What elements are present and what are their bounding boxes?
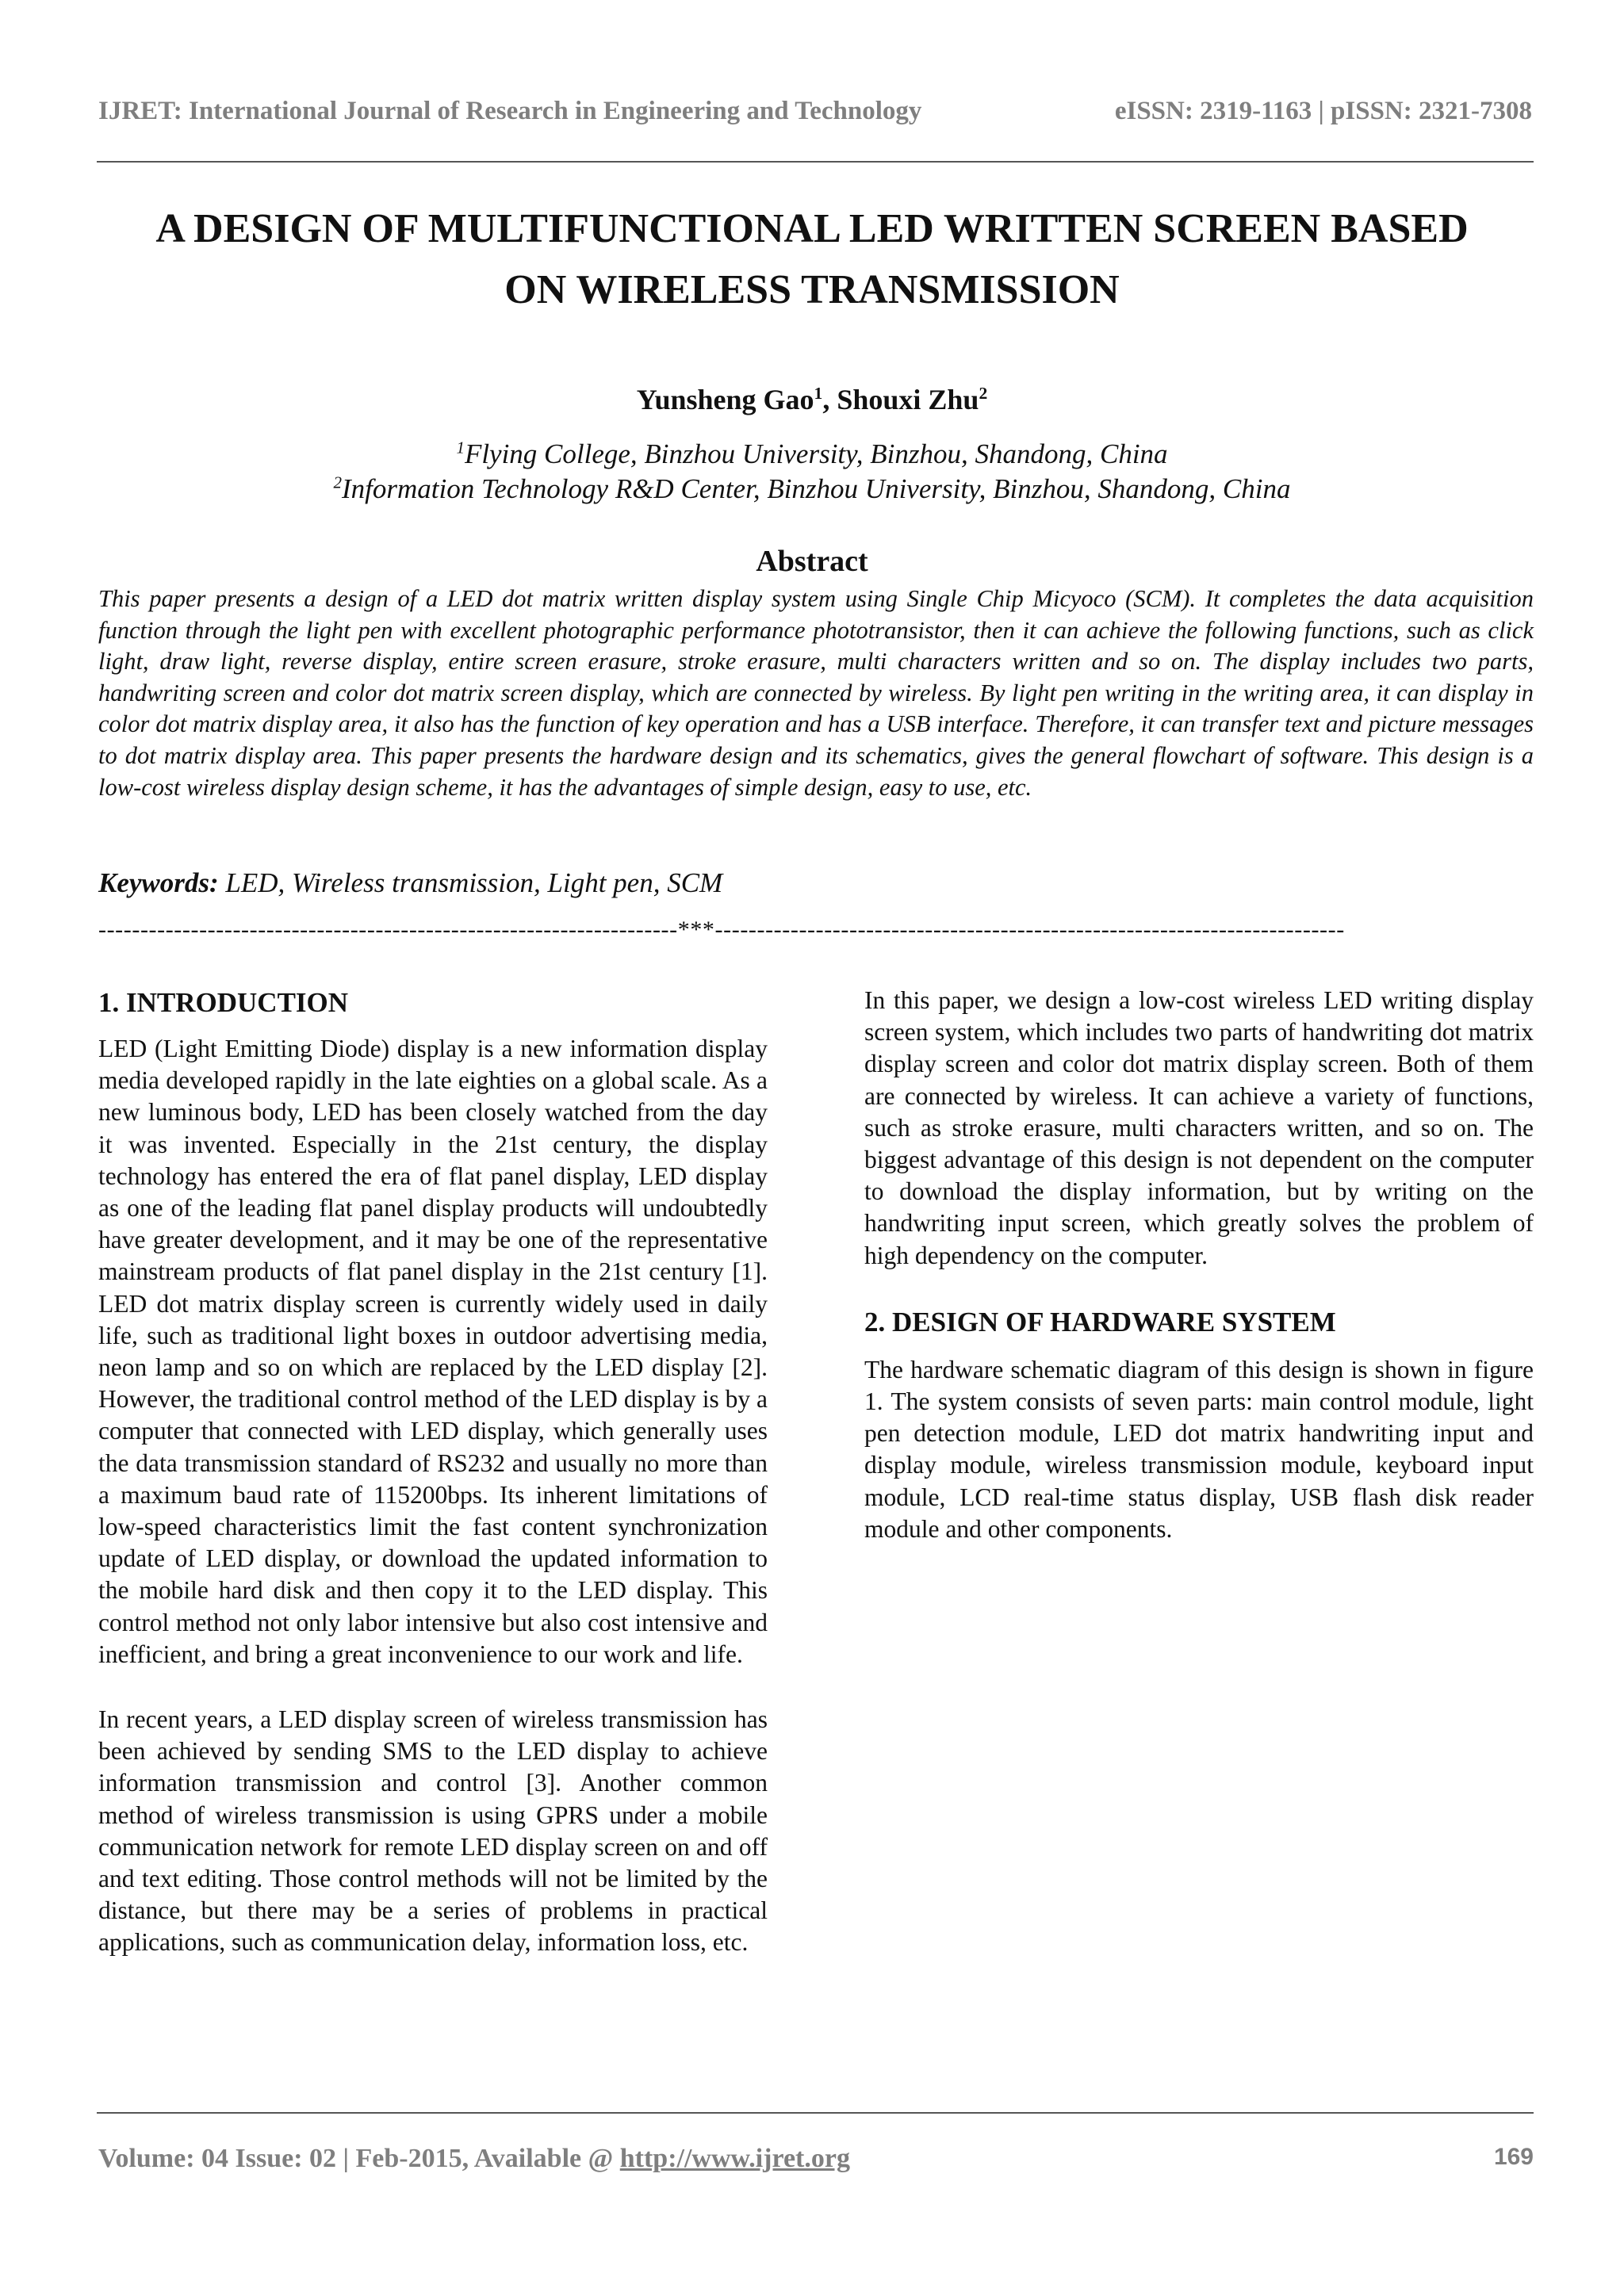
- section-divider: [98, 916, 1534, 943]
- hardware-paragraph-1: The hardware schematic diagram of this design is shown in figure 1. The system consists of seven parts: main control module, light pen detection module, LED dot matrix handwriting input and display module, wireless transmission module, keyboard input module, LCD real-time status display, USB flash disk reader module and other components.: [864, 1355, 1534, 1543]
- title-line-2: ON WIRELESS TRANSMISSION: [504, 267, 1120, 312]
- header-rule: [97, 161, 1534, 163]
- affiliation-2-mark: 2: [333, 473, 343, 492]
- affiliation-1-mark: 1: [456, 438, 465, 457]
- affiliation-2: [0, 473, 1624, 505]
- footer-info: [98, 2144, 850, 2174]
- left-column: [98, 985, 768, 1959]
- divider-center: ***: [677, 916, 715, 943]
- abstract-text: This paper presents a design of a LED dot matrix written display system using Single Chip Micyoco (SCM). It completes the data acquisition function through the light pen with excellent photographic performance phototransistor, then it can achieve the following functions, such as click light, draw light, reverse display, entire screen erasure, stroke erasure, multi characters written and so on. The display includes two parts, handwriting screen and color dot matrix screen display, which are connected by wireless. By light pen writing in the writing area, it can display in color dot matrix display area, it also has the function of key operation and has a USB interface. Therefore, it can transfer text and picture messages to dot matrix display area. This paper presents the hardware design and its schematics, gives the general flowchart of software. This design is a low-cost wireless display design scheme, it has the advantages of simple design, easy to use, etc.: [98, 585, 1534, 801]
- affiliation-1: [0, 438, 1624, 470]
- affiliation-2-text: Information Technology R&D Center, Binzhou University, Binzhou, Shandong, China: [342, 473, 1291, 504]
- author-1-mark: 1: [814, 384, 823, 403]
- intro-paragraph-1: LED (Light Emitting Diode) display is a new information display media developed rapidly in the late eighties on a global scale. As a new luminous body, LED has been closely watched from the day it was invented. Especially in the 21st century, the display technology has entered the era of flat panel display, LED display as one of the leading flat panel display products will undoubtedly have greater development, and it may be one of the representative mainstream products of flat panel display in the 21st century [1]. LED dot matrix display screen is currently widely used in daily life, such as traditional light boxes in outdoor advertising media, neon lamp and so on which are replaced by the LED display [2]. However, the traditional control method of the LED display is by a computer that connected with LED display, which generally uses the data transmission standard of RS232 and usually no more than a maximum baud rate of 115200bps. Its inherent limitations of low-speed characteristics limit the fast content synchronization update of LED display, or download the updated information to the mobile hard disk and then copy it to the LED display. This control method not only labor intensive but also cost intensive and inefficient, and bring a great inconvenience to our work and life.: [98, 1035, 768, 1668]
- right-column: [864, 985, 1534, 1545]
- divider-right: ---------------------------------------------------------------------------: [714, 916, 1345, 943]
- keywords-text: LED, Wireless transmission, Light pen, SCM: [218, 867, 723, 898]
- issn: eISSN: 2319-1163 | pISSN: 2321-7308: [1114, 97, 1532, 125]
- hardware-heading: 2. DESIGN OF HARDWARE SYSTEM: [864, 1306, 1336, 1337]
- keywords: [98, 867, 722, 899]
- paper-title: [79, 198, 1545, 320]
- abstract-heading: Abstract: [756, 545, 868, 578]
- footer-rule: [97, 2112, 1534, 2114]
- journal-name: IJRET: International Journal of Research in Engineering and Technology: [98, 97, 922, 125]
- intro-heading: 1. INTRODUCTION: [98, 987, 349, 1018]
- journal-link[interactable]: http://www.ijret.org: [619, 2144, 850, 2173]
- intro-paragraph-2: In recent years, a LED display screen of wireless transmission has been achieved by sending SMS to the LED display to achieve information transmission and control [3]. Another common method of wireless transmission is using GPRS under a mobile communication network for remote LED display screen on and off and text editing. Those control methods will not be limited by the distance, but there may be a series of problems in practical applications, such as communication delay, information loss, etc.: [98, 1705, 768, 1957]
- affiliation-1-text: Flying College, Binzhou University, Binzhou, Shandong, China: [464, 438, 1168, 469]
- authors: [0, 383, 1624, 416]
- author-separator: ,: [822, 384, 837, 415]
- intro-paragraph-3: In this paper, we design a low-cost wireless LED writing display screen system, which includes two parts of handwriting dot matrix display screen and color dot matrix display screen. Both of them are connected by wireless. It can achieve a variety of functions, such as stroke erasure, multi characters written, and so on. The biggest advantage of this design is not dependent on the computer to download the display information, but by writing on the handwriting input screen, which greatly solves the problem of high dependency on the computer.: [864, 986, 1534, 1269]
- author-2-mark: 2: [979, 384, 988, 403]
- author-1-name: Yunsheng Gao: [636, 384, 814, 415]
- running-header: [98, 97, 1532, 126]
- title-line-1: A DESIGN OF MULTIFUNCTIONAL LED WRITTEN SCREEN BASED: [155, 206, 1469, 251]
- footer-volume: Volume: 04 Issue: 02 | Feb-2015, Available @: [98, 2144, 620, 2173]
- page-number: 169: [1493, 2144, 1534, 2170]
- author-2-name: Shouxi Zhu: [837, 384, 979, 415]
- divider-left: ---------------------------------------------------------------------: [98, 916, 678, 943]
- keywords-label: Keywords:: [98, 867, 219, 898]
